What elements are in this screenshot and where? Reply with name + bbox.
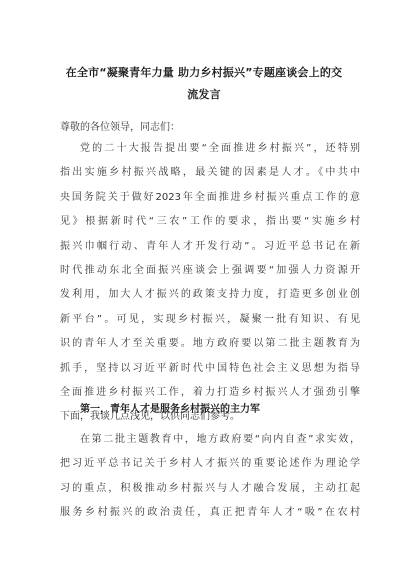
paragraph-line: 全面推进乡村振兴工作，着力打造乡村振兴人才强劲引擎 bbox=[60, 387, 360, 399]
paragraph-line: 发利用，加大人才振兴的政策支持力度，打造更多创业创 bbox=[60, 289, 360, 301]
paragraph-line: 识的青年人才至关重要。地方政府要以第二批主题教育为 bbox=[60, 338, 360, 350]
paragraph-line: 下面，我谈几点浅见，以供同志们参考。 bbox=[60, 411, 240, 423]
paragraph-line: 指出实施乡村振兴战略，最关键的因素是人才。《中共中 bbox=[60, 167, 360, 179]
paragraph-1 bbox=[60, 137, 360, 430]
title-line-2: 流发言 bbox=[187, 88, 221, 101]
document-title bbox=[44, 62, 364, 106]
section-heading-1: 第一，青年人才是服务乡村振兴的主力军 bbox=[80, 404, 260, 415]
paragraph-line: 习的重点，积极推动乡村振兴与人才融合发展，主动扛起 bbox=[60, 482, 360, 494]
paragraph-line: 在第二批主题教育中，地方政府要“向内自查”求实效， bbox=[80, 434, 360, 445]
salutation: 尊敬的各位领导，同志们： bbox=[60, 122, 180, 133]
paragraph-line: 把习近平总书记关于乡村人才振兴的重要论述作为理论学 bbox=[60, 458, 360, 470]
paragraph-line: 时代推动东北全面振兴座谈会上强调要“加强人力资源开 bbox=[60, 265, 360, 277]
paragraph-line: 见》根据新时代“三农”工作的要求，指出要“实施乡村 bbox=[60, 216, 360, 228]
title-line-1: 在全市“凝聚青年力量 助力乡村振兴”专题座谈会上的交 bbox=[65, 66, 343, 79]
paragraph-line: 新平台”。可见，实现乡村振兴，凝聚一批有知识、有见 bbox=[60, 313, 360, 325]
paragraph-line: 党的二十大报告提出要“全面推进乡村振兴”，还特别 bbox=[80, 143, 360, 154]
paragraph-2 bbox=[60, 428, 360, 526]
paragraph-line: 服务乡村振兴的政治责任，真正把青年人才“吸”在农村 bbox=[60, 507, 360, 519]
paragraph-line: 抓手，坚持以习近平新时代中国特色社会主义思想为指导 bbox=[60, 362, 360, 374]
paragraph-line: 振兴巾帼行动、青年人才开发行动”。习近平总书记在新 bbox=[60, 240, 360, 252]
paragraph-line: 央国务院关于做好2023年全面推进乡村振兴重点工作的意 bbox=[60, 191, 360, 203]
